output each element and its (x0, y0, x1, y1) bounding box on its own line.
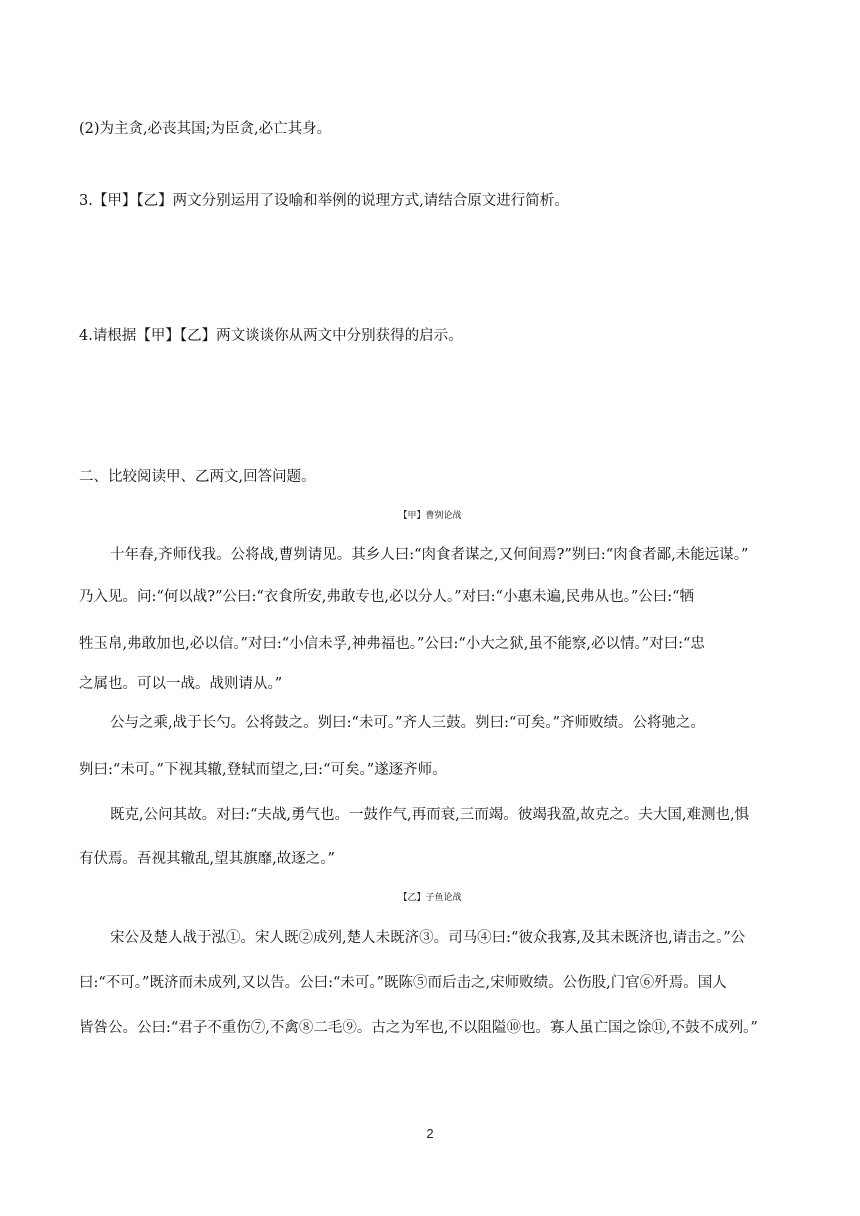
passage-jia-line: 牲玉帛,弗敢加也,必以信。”对曰:“小信未孚,神弗福也。”公曰:“小大之狱,虽不能察,必以情。”对曰:“忠 (79, 636, 705, 652)
page-number: 2 (426, 1126, 434, 1141)
passage-jia-line: 十年春,齐师伐我。公将战,曹刿请见。其乡人曰:“肉食者谋之,又何间焉?”刿曰:“肉食者鄙,未能远谋。” (110, 547, 749, 563)
passage-jia-title: 【甲】曹刿论战 (398, 511, 462, 521)
passage-jia-line: 有伏焉。吾视其辙乱,望其旗靡,故逐之。” (79, 851, 335, 867)
passage-yi-line: 宋公及楚人战于泓①。宋人既②成列,楚人未既济③。司马④曰:“彼众我寡,及其未既济也,请击之。”公 (110, 930, 746, 946)
passage-jia-line: 之属也。可以一战。战则请从。” (79, 676, 283, 692)
question-2-item-2: (2)为主贪,必丧其国;为臣贪,必亡其身。 (79, 121, 332, 137)
passage-jia-line: 刿曰:“未可。”下视其辙,登轼而望之,曰:“可矣。”遂逐齐师。 (79, 762, 447, 778)
section-2-heading: 二、比较阅读甲、乙两文,回答问题。 (79, 469, 316, 485)
passage-jia-line: 公与之乘,战于长勺。公将鼓之。刿曰:“未可。”齐人三鼓。刿曰:“可矣。”齐师败绩。公将驰之。 (110, 715, 706, 731)
passage-yi-title: 【乙】子鱼论战 (398, 893, 462, 903)
question-4: 4.请根据【甲】【乙】两文谈谈你从两文中分别获得的启示。 (79, 328, 463, 344)
passage-yi-line: 皆咎公。公曰:“君子不重伤⑦,不禽⑧二毛⑨。古之为军也,不以阻隘⑩也。寡人虽亡国之馀⑪,不鼓不成列。” (79, 1020, 758, 1036)
passage-jia-line: 既克,公问其故。对曰:“夫战,勇气也。一鼓作气,再而衰,三而竭。彼竭我盈,故克之。夫大国,难测也,惧 (110, 807, 750, 823)
passage-yi-line: 曰:“不可。”既济而未成列,又以告。公曰:“未可。”既陈⑤而后击之,宋师败绩。公伤股,门官⑥歼焉。国人 (79, 975, 727, 991)
question-3: 3.【甲】【乙】两文分别运用了设喻和举例的说理方式,请结合原文进行简析。 (79, 193, 569, 209)
passage-jia-line: 乃入见。问:“何以战?”公曰:“衣食所安,弗敢专也,必以分人。”对曰:“小惠未遍,民弗从也。”公曰:“牺 (79, 589, 695, 605)
